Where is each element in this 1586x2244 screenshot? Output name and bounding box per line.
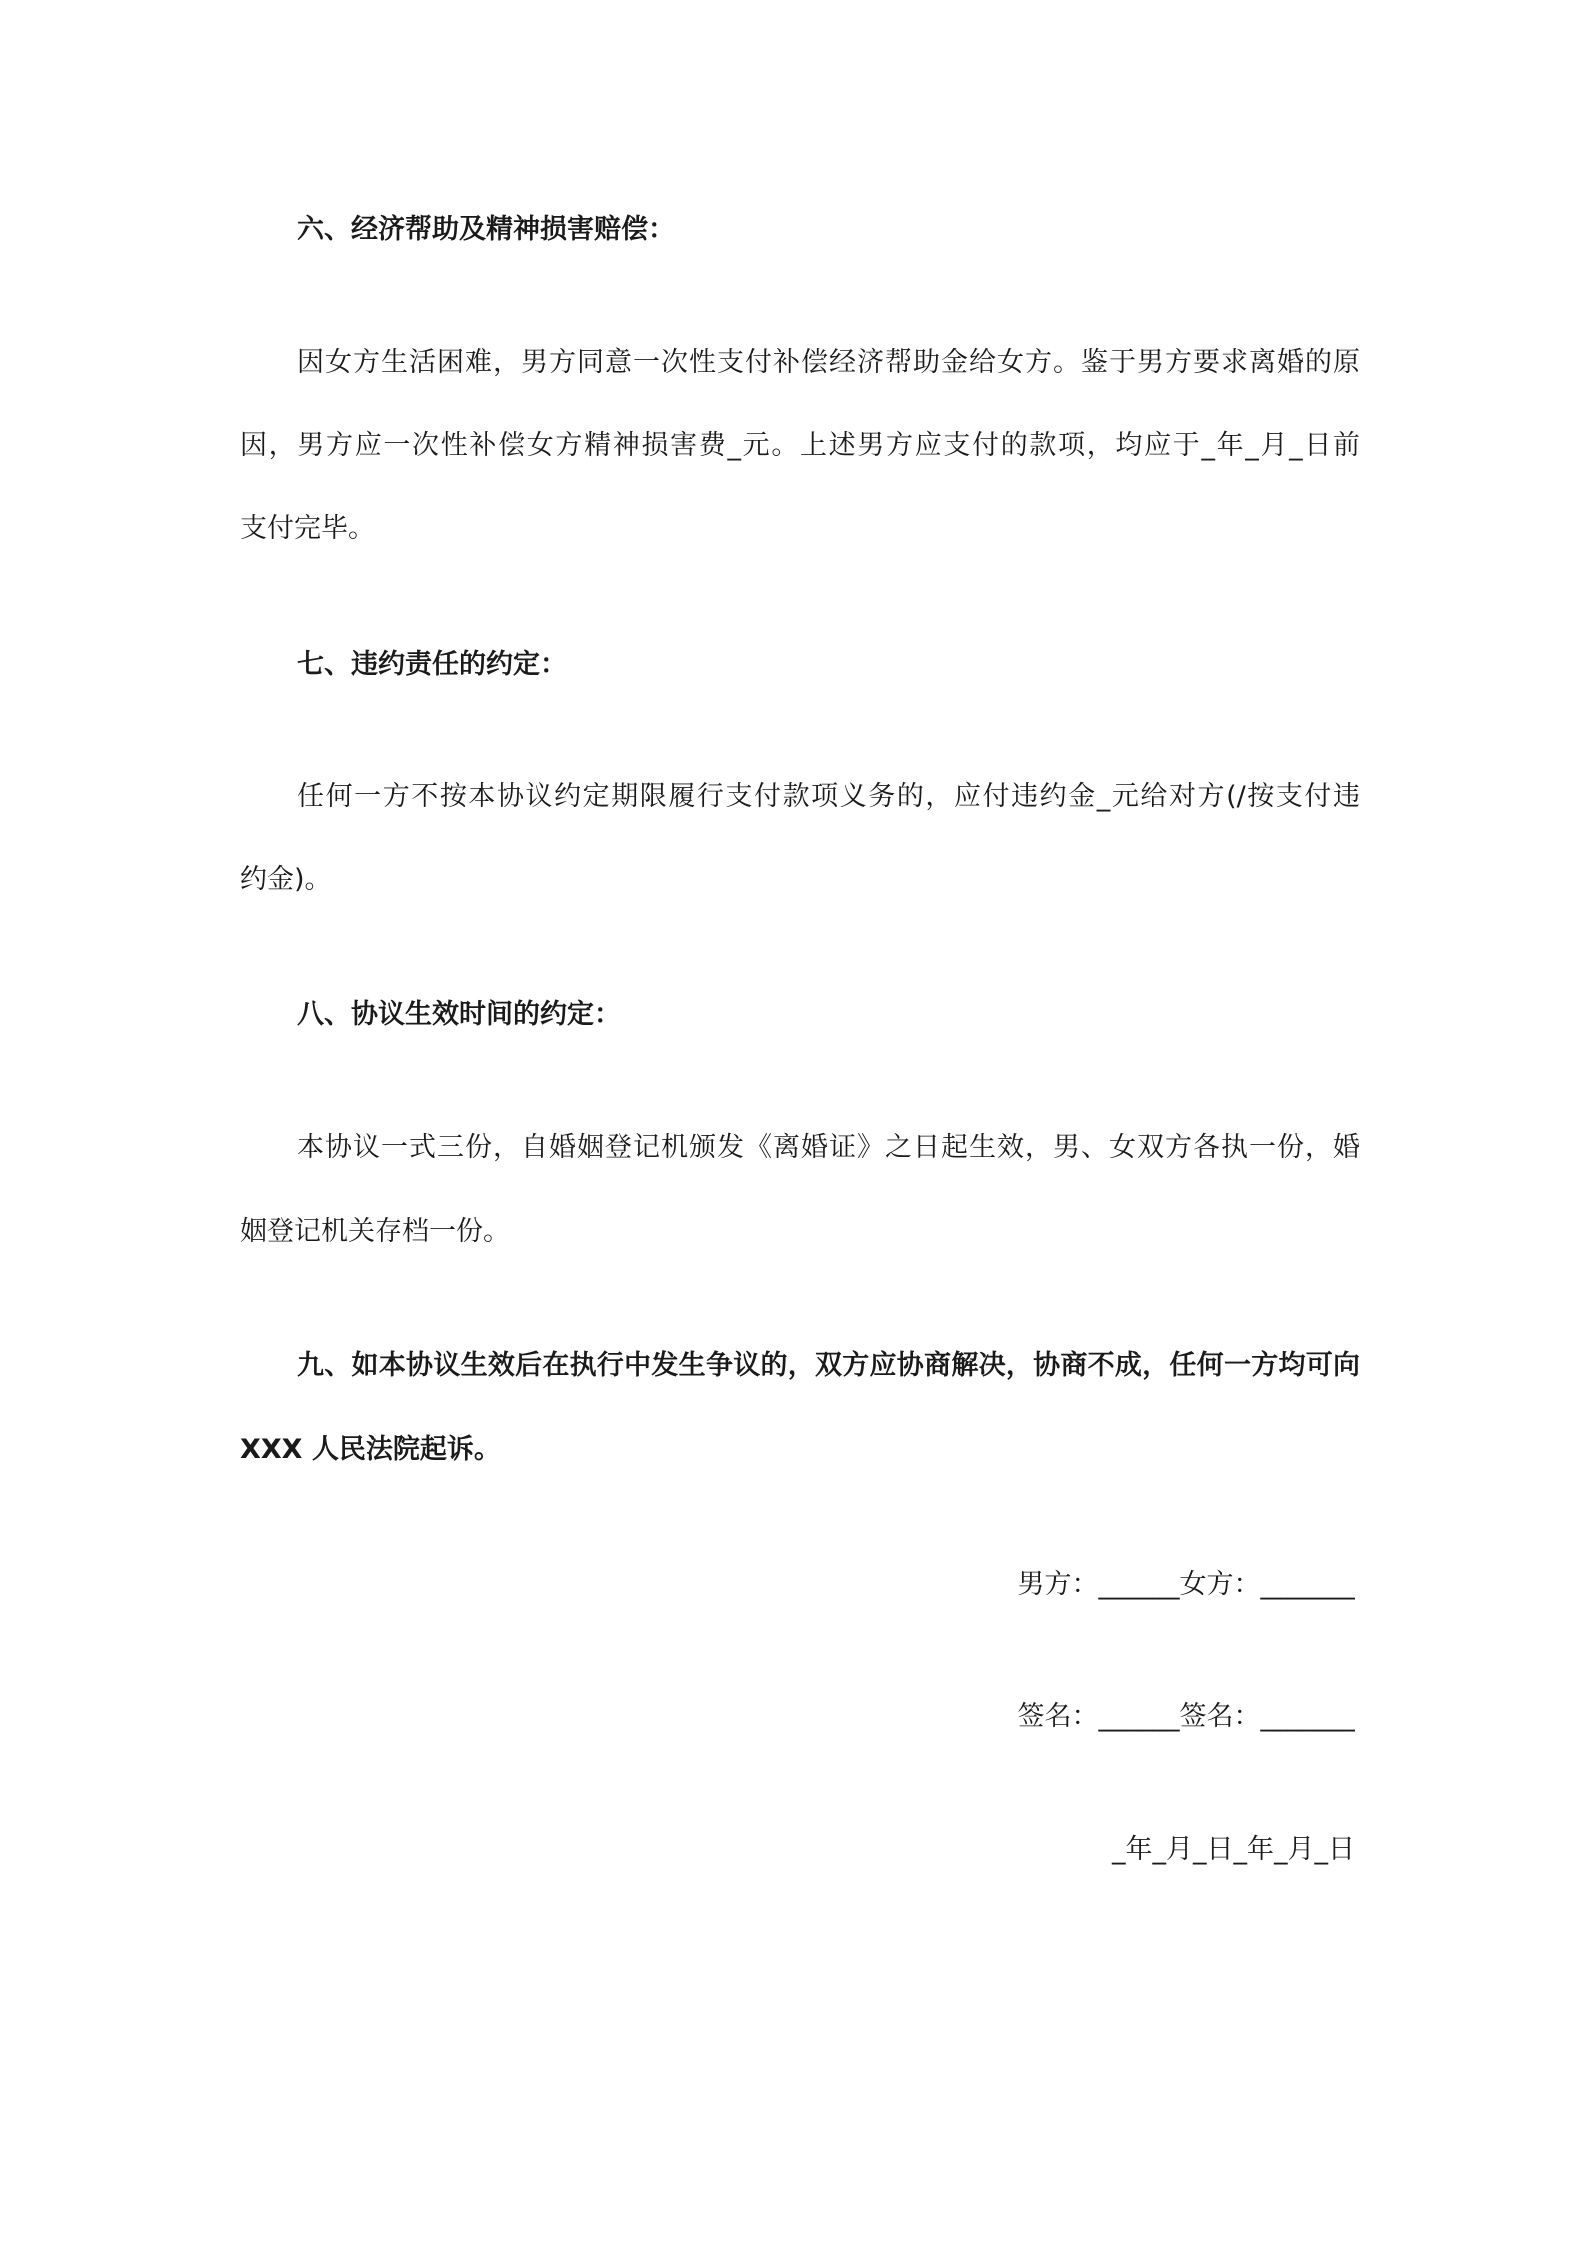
section-6-line-3: 支付完毕。 (240, 513, 375, 544)
signature-signs: 签名：______签名：_______ (1017, 1701, 1355, 1732)
section-8-heading: 八、协议生效时间的约定： (297, 999, 621, 1030)
section-6-line-1: 因女方生活困难，男方同意一次性支付补偿经济帮助金给女方。鉴于男方要求离婚的原 (297, 347, 1360, 378)
section-7-line-2: 约金)。 (240, 864, 332, 895)
section-7-line-1: 任何一方不按本协议约定期限履行支付款项义务的，应付违约金_元给对方(/按支付违 (297, 781, 1360, 812)
section-6-line-2: 因，男方应一次性补偿女方精神损害费_元。上述男方应支付的款项，均应于_年_月_日前 (240, 430, 1360, 461)
section-6-heading: 六、经济帮助及精神损害赔偿： (297, 214, 675, 245)
section-9-line-1: 九、如本协议生效后在执行中发生争议的，双方应协商解决，协商不成，任何一方均可向 (297, 1350, 1360, 1381)
section-8-line-2: 姻登记机关存档一份。 (240, 1216, 510, 1247)
section-8-line-1: 本协议一式三份，自婚姻登记机颁发《离婚证》之日起生效，男、女双方各执一份，婚 (297, 1132, 1360, 1163)
section-9-line-2: XXX 人民法院起诉。 (240, 1434, 501, 1465)
signature-dates: _年_月_日_年_月_日 (1112, 1834, 1355, 1865)
section-7-heading: 七、违约责任的约定： (297, 649, 567, 680)
signature-parties: 男方：______女方：_______ (1017, 1569, 1355, 1600)
